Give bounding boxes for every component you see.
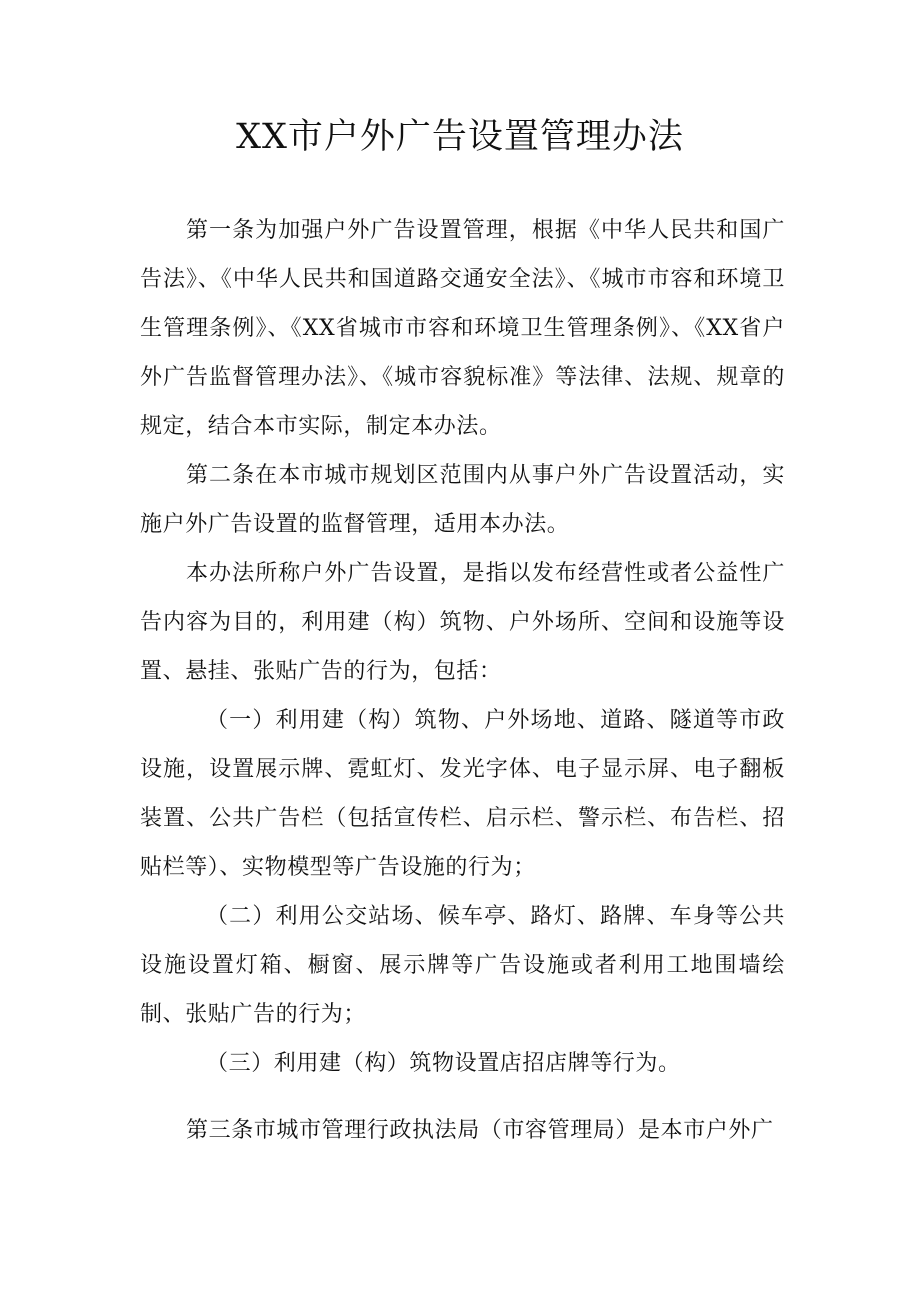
clause-1-paragraph: （一）利用建（构）筑物、户外场地、道路、隧道等市政设施，设置展示牌、霓虹灯、发光字体、电子显示屏、电子翻板装置、公共广告栏（包括宣传栏、启示栏、警示栏、布告栏、招贴栏等）、实物模型等广告设施的行为； (140, 708, 785, 880)
article-2-paragraph: 第二条在本市城市规划区范围内从事户外广告设置活动，实施户外广告设置的监督管理，适用本办法。 (140, 463, 785, 537)
article-1-paragraph: 第一条为加强户外广告设置管理，根据《中华人民共和国广告法》、《中华人民共和国道路交通安全法》、《城市市容和环境卫生管理条例》、《XX省城市市容和环境卫生管理条例》、《XX省户外广告监督管理办法》、《城市容貌标准》等法律、法规、规章的规定，结合本市实际，制定本办法。 (140, 218, 785, 439)
clause-2-paragraph: （二）利用公交站场、候车亭、路灯、路牌、车身等公共设施设置灯箱、橱窗、展示牌等广告设施或者利用工地围墙绘制、张贴广告的行为； (140, 904, 785, 1027)
definition-paragraph: 本办法所称户外广告设置，是指以发布经营性或者公益性广告内容为目的，利用建（构）筑物、户外场所、空间和设施等设置、悬挂、张贴广告的行为，包括： (140, 561, 785, 684)
document-title: XX市户外广告设置管理办法 (236, 117, 684, 157)
clause-3-paragraph: （三）利用建（构）筑物设置店招店牌等行为。 (206, 1051, 681, 1076)
article-3-paragraph: 第三条市城市管理行政执法局（市容管理局）是本市户外广 (186, 1118, 774, 1143)
